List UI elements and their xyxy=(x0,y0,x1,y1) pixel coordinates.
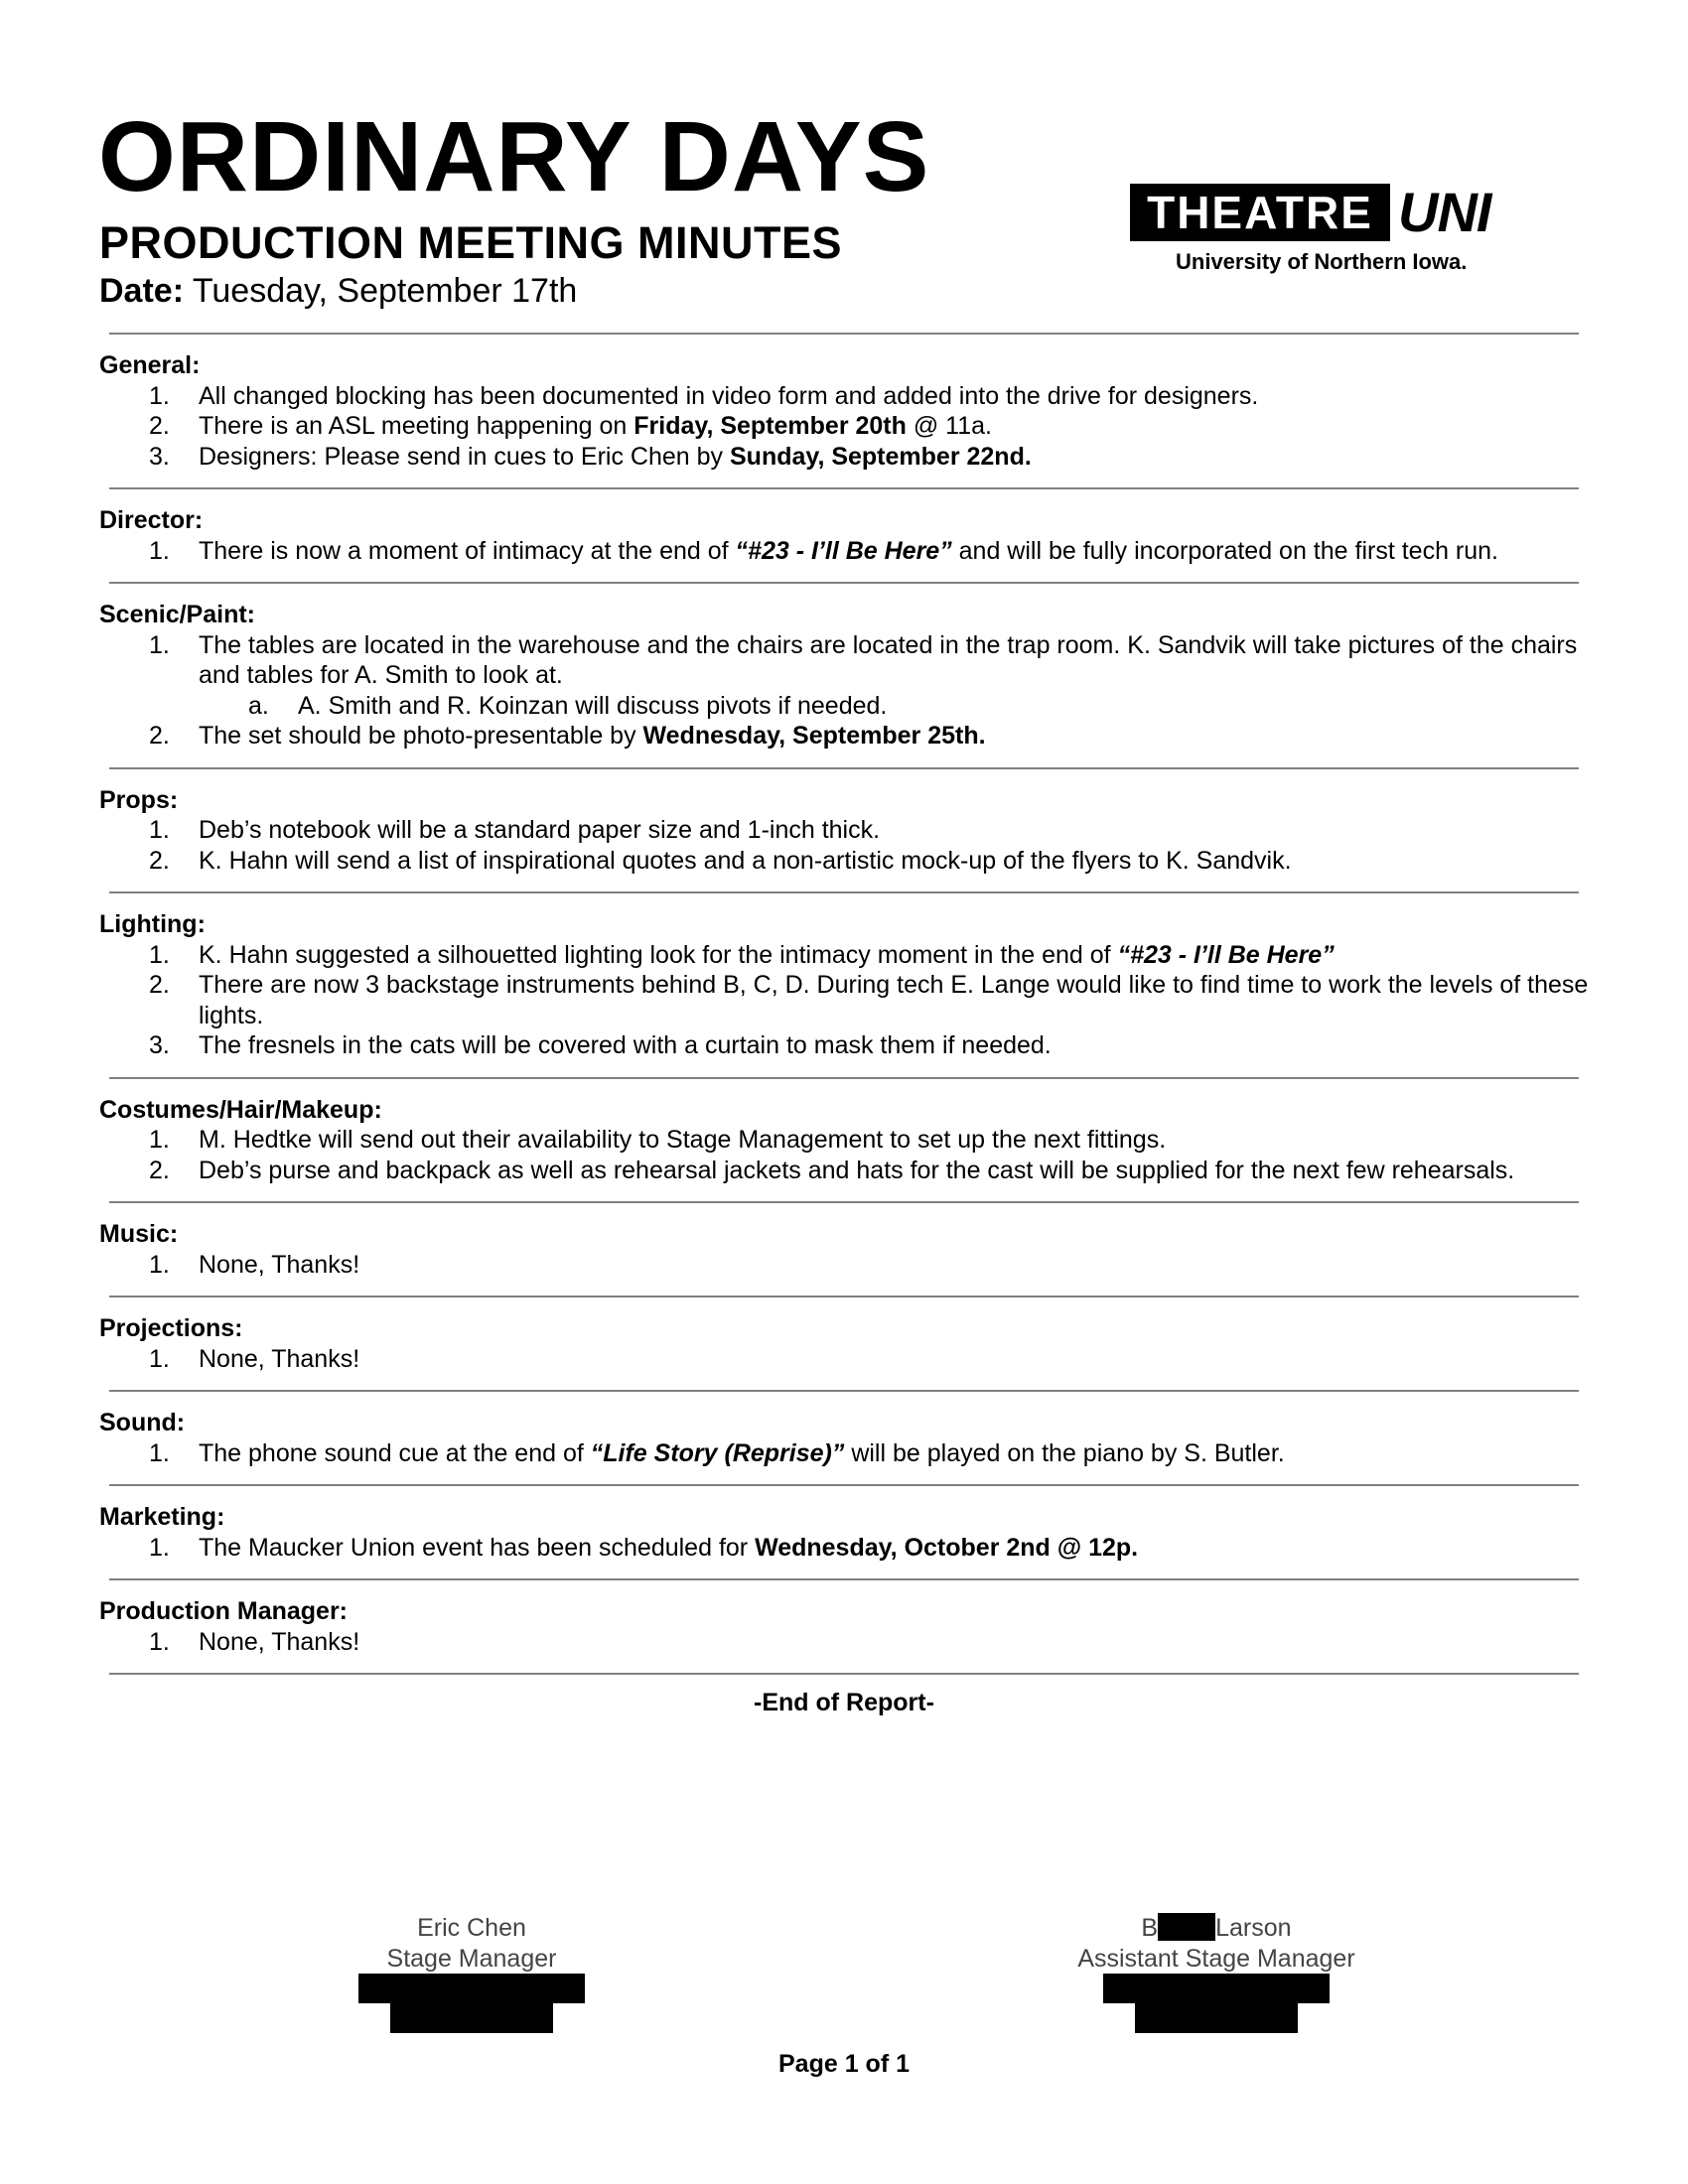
redaction-bar xyxy=(358,1974,585,2003)
item-number: a. xyxy=(248,691,269,720)
item-text: will be played on the piano by S. Butler. xyxy=(844,1438,1285,1467)
list-item xyxy=(99,1125,1589,1156)
item-number: 1. xyxy=(149,816,170,844)
signer-last-name: Larson xyxy=(1215,1914,1292,1942)
item-number: 1. xyxy=(149,536,170,565)
signature-assistant-stage-manager xyxy=(1023,1913,1410,1975)
section-scenic-paint xyxy=(99,584,1589,767)
item-text: None, Thanks! xyxy=(199,1344,360,1373)
list-item xyxy=(99,1627,1589,1658)
redaction-bar xyxy=(390,2003,553,2033)
section-marketing xyxy=(99,1486,1589,1578)
signature-stage-manager xyxy=(348,1913,596,1975)
list-item xyxy=(99,442,1589,473)
item-number: 1. xyxy=(149,630,170,659)
item-number: 2. xyxy=(149,722,170,750)
item-emphasis: Friday, September 20th xyxy=(633,412,907,440)
list-item xyxy=(99,1030,1589,1061)
item-text: There is an ASL meeting happening on xyxy=(199,412,634,440)
item-text: The phone sound cue at the end of xyxy=(199,1438,591,1467)
section-heading: Lighting: xyxy=(99,910,206,938)
redaction-bar xyxy=(1103,1974,1330,2003)
section-heading: Sound: xyxy=(99,1409,186,1436)
item-number: 1. xyxy=(149,1627,170,1656)
section-props xyxy=(99,769,1589,892)
list-item xyxy=(99,1250,1589,1281)
item-text: There are now 3 backstage instruments behind B, C, D. During tech E. Lange would like to find time to work the levels of these lights. xyxy=(199,971,1589,1029)
list-item xyxy=(99,940,1589,971)
document-subtitle: PRODUCTION MEETING MINUTES xyxy=(99,217,843,268)
item-text: K. Hahn will send a list of inspirational quotes and a non-artistic mock-up of the flyers to K. Sandvik. xyxy=(199,846,1292,875)
item-text: @ 11a. xyxy=(906,412,992,440)
redaction-bar xyxy=(1135,2003,1298,2033)
section-heading: Music: xyxy=(99,1220,179,1248)
sub-list-item xyxy=(99,691,1589,722)
section-projections xyxy=(99,1297,1589,1390)
item-emphasis: Wednesday, September 25th. xyxy=(642,722,986,750)
signer-first-initial: B xyxy=(1141,1914,1159,1942)
list-item xyxy=(99,536,1589,567)
section-director xyxy=(99,489,1589,582)
signer-name: Eric Chen xyxy=(417,1914,526,1942)
item-text: The tables are located in the warehouse and the chairs are located in the trap room. K. Sandvik will take pictures of the chairs and tables for A. Smith to look at. xyxy=(199,630,1578,689)
item-emphasis: Sunday, September 22nd. xyxy=(730,442,1032,471)
section-lighting xyxy=(99,893,1589,1077)
list-item xyxy=(99,411,1589,442)
item-text: Designers: Please send in cues to Eric Chen by xyxy=(199,442,730,471)
item-number: 2. xyxy=(149,412,170,440)
item-text: Deb’s purse and backpack as well as rehearsal jackets and hats for the cast will be supplied for the next few rehearsals. xyxy=(199,1156,1515,1184)
item-text: There is now a moment of intimacy at the end of xyxy=(199,536,736,565)
item-number: 1. xyxy=(149,1438,170,1467)
section-heading: Scenic/Paint: xyxy=(99,601,255,628)
list-item xyxy=(99,815,1589,846)
page-number: Page 1 of 1 xyxy=(778,2050,910,2078)
item-number: 1. xyxy=(149,1250,170,1279)
redaction-bar xyxy=(1158,1913,1215,1941)
logo-university-name: University of Northern Iowa. xyxy=(1176,249,1468,274)
signer-role: Assistant Stage Manager xyxy=(1077,1945,1355,1973)
list-item xyxy=(99,1533,1589,1564)
minutes-body xyxy=(99,333,1589,1717)
list-item xyxy=(99,846,1589,877)
section-costumes-hair-makeup xyxy=(99,1079,1589,1202)
meeting-date xyxy=(99,274,577,308)
date-value: Tuesday, September 17th xyxy=(192,272,578,310)
item-text: None, Thanks! xyxy=(199,1627,360,1656)
item-text: A. Smith and R. Koinzan will discuss pivots if needed. xyxy=(298,691,888,720)
item-number: 1. xyxy=(149,1344,170,1373)
item-text: K. Hahn suggested a silhouetted lighting look for the intimacy moment in the end of xyxy=(199,940,1118,969)
logo-theatre-box: THEATRE xyxy=(1130,184,1390,241)
item-number: 2. xyxy=(149,971,170,999)
section-heading: Props: xyxy=(99,785,179,814)
item-number: 1. xyxy=(149,381,170,410)
item-number: 1. xyxy=(149,940,170,969)
song-title: “#23 - I’ll Be Here” xyxy=(1117,940,1335,969)
section-general xyxy=(99,335,1589,487)
list-item xyxy=(99,1156,1589,1186)
date-label: Date: xyxy=(99,272,185,310)
logo-uni-text: UNI xyxy=(1398,181,1491,243)
item-emphasis: Wednesday, October 2nd @ 12p. xyxy=(755,1533,1139,1562)
item-number: 1. xyxy=(149,1126,170,1154)
item-number: 2. xyxy=(149,846,170,875)
item-text: The Maucker Union event has been scheduled for xyxy=(199,1533,756,1562)
section-heading: Costumes/Hair/Makeup: xyxy=(99,1095,382,1124)
list-item xyxy=(99,1344,1589,1375)
section-heading: Production Manager: xyxy=(99,1597,349,1625)
list-item xyxy=(99,381,1589,412)
item-text: and will be fully incorporated on the first tech run. xyxy=(951,536,1498,565)
item-text: None, Thanks! xyxy=(199,1250,360,1279)
document-title: ORDINARY DAYS xyxy=(98,101,930,212)
item-number: 2. xyxy=(149,1156,170,1184)
song-title: “#23 - I’ll Be Here” xyxy=(735,536,952,565)
section-music xyxy=(99,1203,1589,1296)
section-heading: Projections: xyxy=(99,1314,243,1342)
section-heading: General: xyxy=(99,351,201,379)
list-item xyxy=(99,970,1589,1030)
list-item xyxy=(99,721,1589,751)
item-number: 3. xyxy=(149,442,170,471)
song-title: “Life Story (Reprise)” xyxy=(590,1438,845,1467)
item-text: The fresnels in the cats will be covered with a curtain to mask them if needed. xyxy=(199,1031,1052,1059)
section-sound xyxy=(99,1392,1589,1484)
item-text: M. Hedtke will send out their availability to Stage Management to set up the next fittings. xyxy=(199,1126,1167,1154)
item-text: The set should be photo-presentable by xyxy=(199,722,643,750)
section-heading: Marketing: xyxy=(99,1503,225,1531)
signer-name xyxy=(1023,1913,1410,1944)
item-number: 1. xyxy=(149,1533,170,1562)
list-item xyxy=(99,630,1589,691)
item-text: All changed blocking has been documented in video form and added into the drive for designers. xyxy=(199,381,1259,410)
signer-role: Stage Manager xyxy=(386,1945,557,1973)
end-of-report: -End of Report- xyxy=(754,1689,934,1716)
list-item xyxy=(99,1438,1589,1469)
section-production-manager xyxy=(99,1580,1589,1673)
item-number: 3. xyxy=(149,1031,170,1059)
theatre-uni-logo xyxy=(1130,181,1537,274)
section-heading: Director: xyxy=(99,506,204,534)
item-text: Deb’s notebook will be a standard paper size and 1-inch thick. xyxy=(199,816,881,844)
